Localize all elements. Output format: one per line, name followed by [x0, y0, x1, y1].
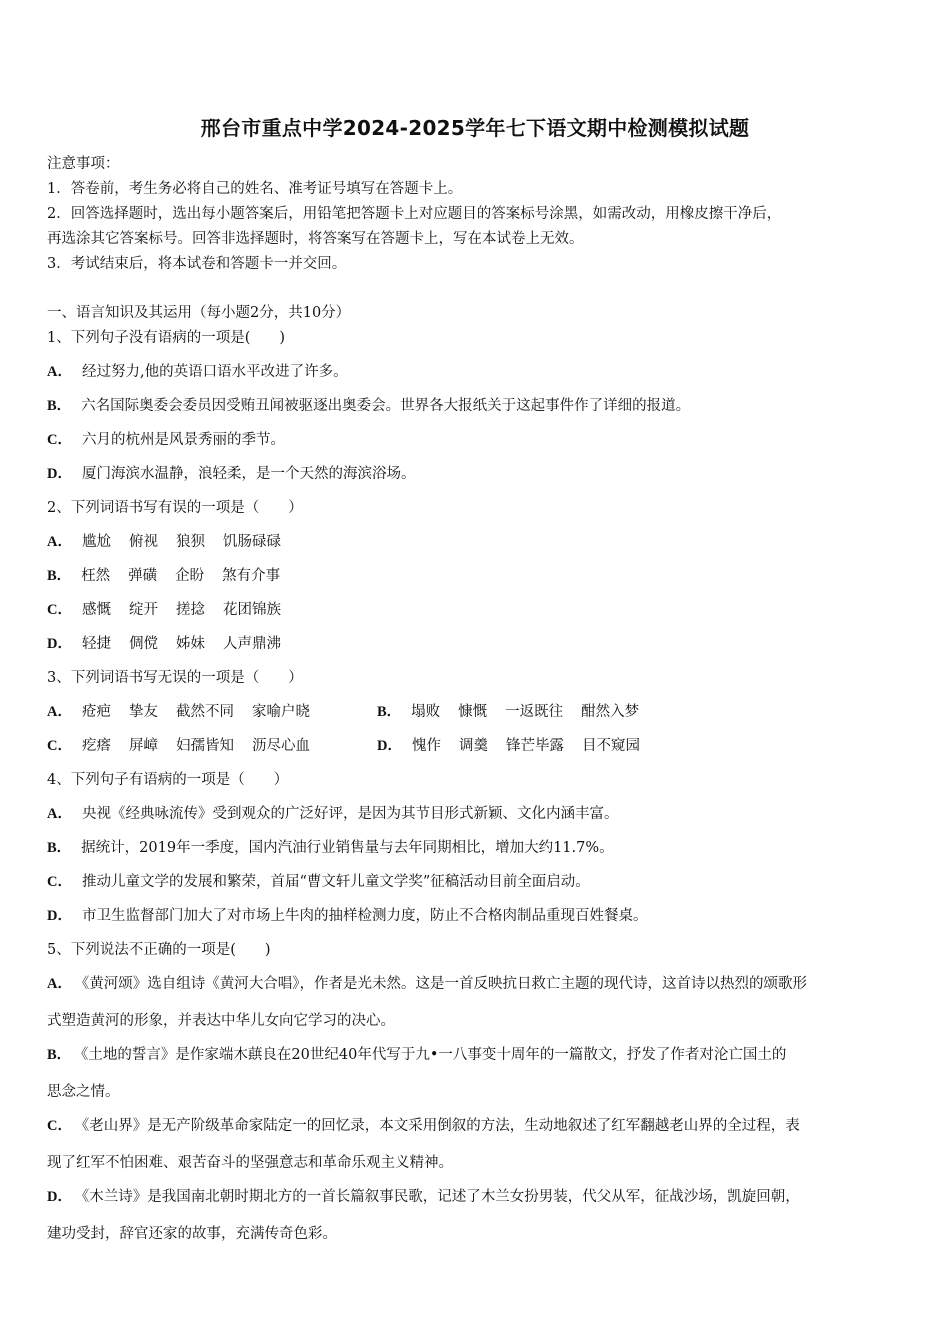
word: 屏嶂	[128, 738, 158, 754]
option-text: 六名国际奥委会委员因受贿丑闻被驱逐出奥委会。世界各大报纸关于这起事件作了详细的报道。	[81, 398, 691, 414]
word: 搓捻	[175, 602, 205, 618]
option	[47, 530, 299, 551]
question-stem: 4、下列句子有语病的一项是（ ）	[47, 772, 289, 788]
word: 企盼	[175, 568, 205, 584]
option-label: C．	[47, 432, 72, 448]
option	[47, 1043, 786, 1064]
page-title: 邢台市重点中学2024-2025学年七下语文期中检测模拟试题	[200, 116, 750, 140]
word: 弹磺	[128, 568, 158, 584]
option	[47, 462, 415, 483]
option-label: D．	[47, 1189, 72, 1205]
option	[47, 972, 807, 993]
word: 沥尽心血	[251, 738, 310, 754]
option	[47, 870, 590, 891]
notice-heading: 注意事项：	[47, 156, 120, 172]
option	[47, 1185, 800, 1206]
option-label: C．	[47, 738, 72, 754]
word: 轻捷	[81, 636, 111, 652]
word: 截然不同	[175, 704, 234, 720]
option-label: D．	[47, 466, 72, 482]
option-label: D．	[377, 738, 402, 754]
word: 人声鼎沸	[222, 636, 281, 652]
option	[47, 904, 647, 925]
option-text: 《木兰诗》是我国南北朝时期北方的一首长篇叙事民歌，记述了木兰女扮男装，代父从军，征战沙场，凯旋回朝，	[81, 1189, 800, 1205]
option	[47, 394, 690, 415]
option-label: B．	[47, 568, 72, 584]
option-continuation: 建功受封，辞官还家的故事，充满传奇色彩。	[47, 1226, 337, 1242]
word: 愧作	[411, 738, 441, 754]
option-continuation: 式塑造黄河的形象，并表达中华儿女向它学习的决心。	[47, 1013, 395, 1029]
option-continuation: 思念之情。	[47, 1084, 120, 1100]
option-text: 《老山界》是无产阶级革命家陆定一的回忆录，本文采用倒叙的方法，生动地叙述了红军翻越老山界的全过程，表	[81, 1118, 800, 1134]
word: 尴尬	[81, 534, 111, 550]
word: 煞有介事	[222, 568, 281, 584]
option-text: 《土地的誓言》是作家端木蕻良在20世纪40年代写于九•一八事变十周年的一篇散文，抒发了作者对沦亡国土的	[81, 1047, 787, 1063]
word: 倜傥	[128, 636, 158, 652]
option-continuation: 现了红军不怕困难、艰苦奋斗的坚强意志和革命乐观主义精神。	[47, 1155, 453, 1171]
section-heading: 一、语言知识及其运用（每小题2分，共10分）	[47, 305, 351, 321]
word: 酣然入梦	[581, 704, 640, 720]
word: 挚友	[128, 704, 158, 720]
notice-item: 3．考试结束后，将本试卷和答题卡一并交回。	[47, 256, 347, 272]
word: 一返既往	[505, 704, 564, 720]
option-text: 央视《经典咏流传》受到观众的广泛好评，是因为其节目形式新颖、文化内涵丰富。	[81, 806, 619, 822]
option-label: B．	[47, 1047, 72, 1063]
option	[47, 802, 618, 823]
word: 目不窥园	[581, 738, 640, 754]
word: 慷慨	[458, 704, 488, 720]
option	[47, 360, 348, 381]
option-text: 推动儿童文学的发展和繁荣，首届“曹文轩儿童文学奖”征稿活动目前全面启动。	[81, 874, 590, 890]
word: 感慨	[81, 602, 111, 618]
word: 塌败	[411, 704, 441, 720]
option-label: B．	[377, 704, 402, 720]
word: 绽开	[128, 602, 158, 618]
option-text: 据统计，2019年一季度，国内汽油行业销售量与去年同期相比，增加大约11.7%。	[81, 840, 614, 856]
option	[377, 700, 657, 721]
option-label: C．	[47, 1118, 72, 1134]
word: 妇孺皆知	[175, 738, 234, 754]
option-text: 《黄河颂》选自组诗《黄河大合唱》，作者是光未然。这是一首反映抗日救亡主题的现代诗，这首诗以热烈的颂歌形	[81, 976, 807, 992]
option-label: B．	[47, 840, 72, 856]
word: 家喻户晓	[251, 704, 310, 720]
option-label: D．	[47, 636, 72, 652]
word: 花团锦族	[222, 602, 281, 618]
option	[47, 1114, 800, 1135]
option-label: B．	[47, 398, 72, 414]
option	[47, 564, 298, 585]
option-text: 厦门海滨水温静，浪轻柔，是一个天然的海滨浴场。	[81, 466, 416, 482]
option-label: A．	[47, 704, 72, 720]
question-stem: 5、下列说法不正确的一项是( )	[47, 942, 271, 958]
word: 枉然	[81, 568, 111, 584]
word: 饥肠碌碌	[222, 534, 281, 550]
option	[47, 700, 328, 721]
question-stem: 3、下列词语书写无误的一项是（ ）	[47, 670, 303, 686]
option-label: D．	[47, 908, 72, 924]
option	[47, 428, 285, 449]
option-label: A．	[47, 806, 72, 822]
option-label: C．	[47, 874, 72, 890]
option-text: 经过努力,他的英语口语水平改进了许多。	[81, 364, 348, 380]
option-text: 市卫生监督部门加大了对市场上牛肉的抽样检测力度，防止不合格肉制品重现百姓餐桌。	[81, 908, 648, 924]
option	[47, 734, 328, 755]
notice-item: 再选涂其它答案标号。回答非选择题时，将答案写在答题卡上，写在本试卷上无效。	[47, 231, 584, 247]
option	[47, 598, 299, 619]
option-label: C．	[47, 602, 72, 618]
word: 调羹	[458, 738, 488, 754]
option-label: A．	[47, 976, 72, 992]
option	[47, 836, 614, 857]
option-text: 六月的杭州是风景秀丽的季节。	[81, 432, 285, 448]
option	[377, 734, 658, 755]
option	[47, 632, 299, 653]
word: 狼狈	[175, 534, 205, 550]
question-stem: 1、下列句子没有语病的一项是( )	[47, 330, 286, 346]
option-label: A．	[47, 534, 72, 550]
option-label: A．	[47, 364, 72, 380]
notice-item: 2．回答选择题时，选出每小题答案后，用铅笔把答题卡上对应题目的答案标号涂黑，如需改动，用橡皮擦干净后，	[47, 206, 782, 222]
word: 疮疤	[81, 704, 111, 720]
word: 姊妹	[175, 636, 205, 652]
word: 俯视	[128, 534, 158, 550]
notice-item: 1．答卷前，考生务必将自己的姓名、准考证号填写在答题卡上。	[47, 181, 463, 197]
question-stem: 2、下列词语书写有误的一项是（ ）	[47, 500, 303, 516]
word: 锋芒毕露	[505, 738, 564, 754]
word: 疙瘩	[81, 738, 111, 754]
